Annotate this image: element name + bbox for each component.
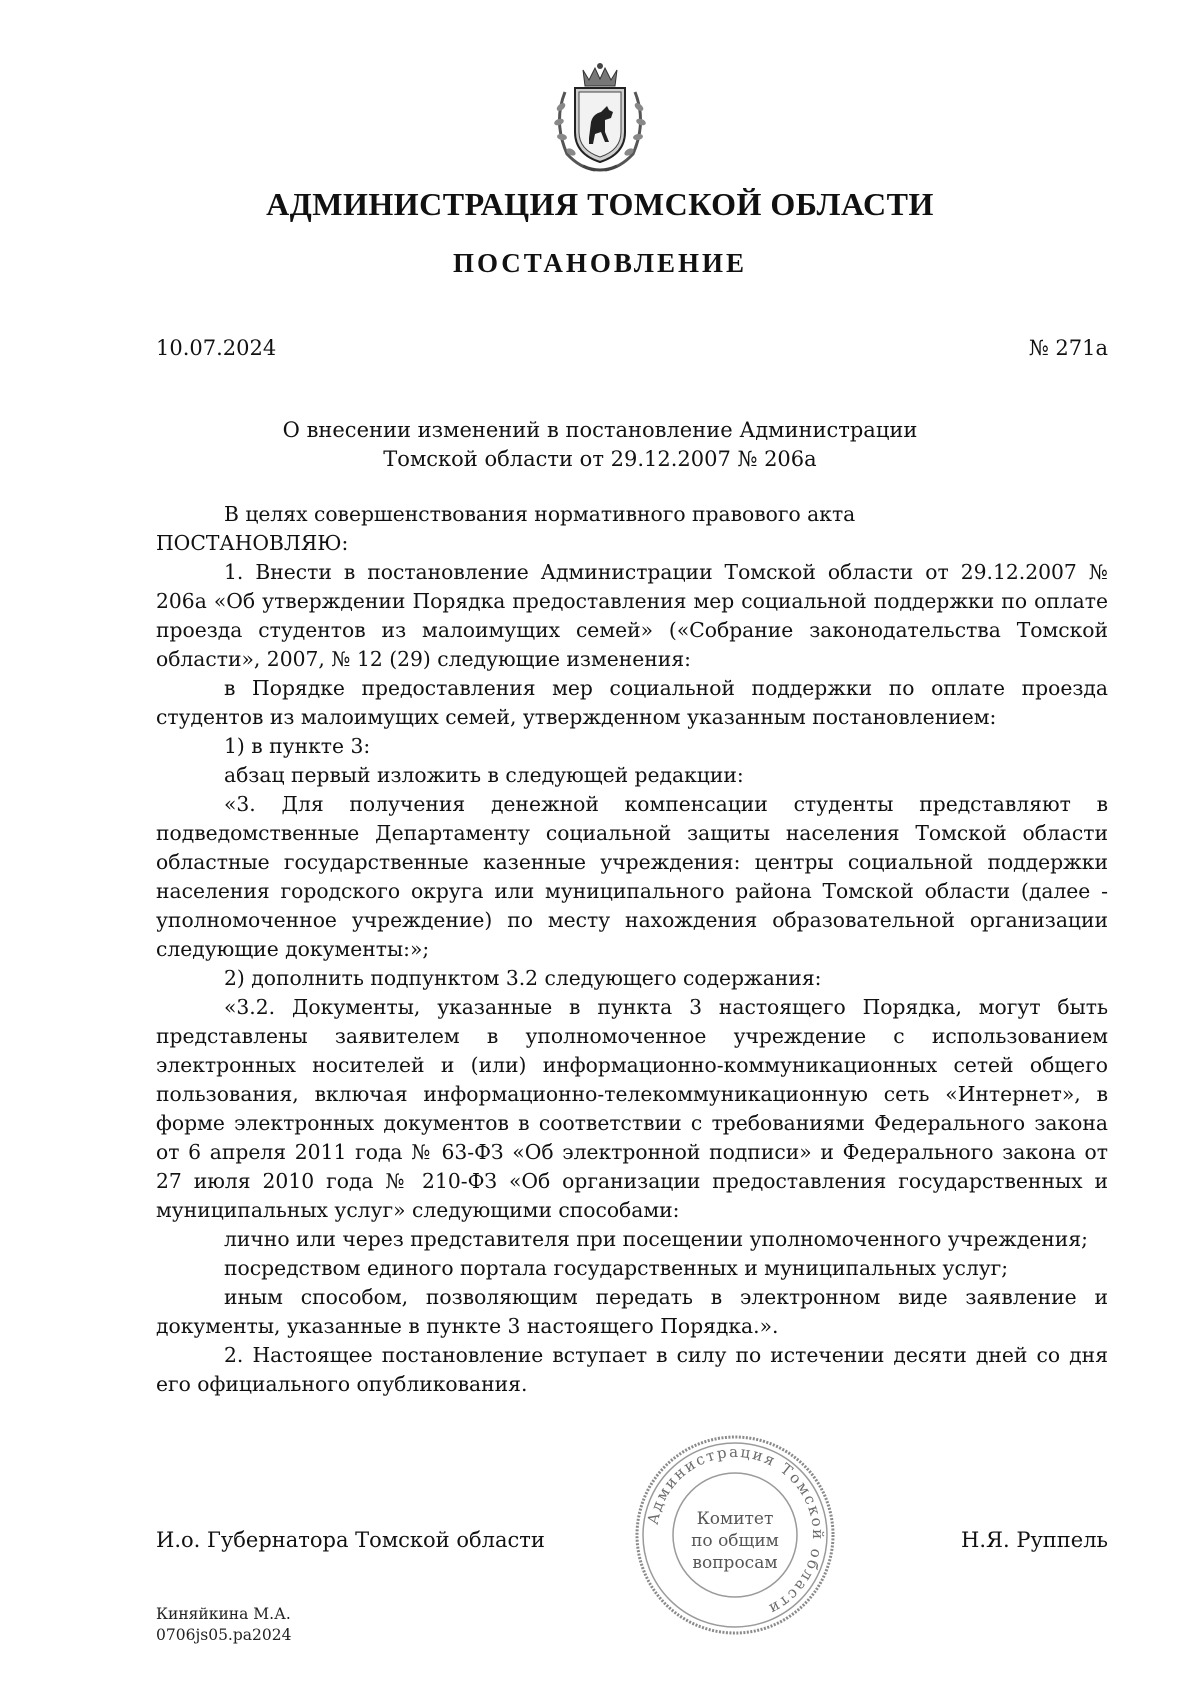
document-body xyxy=(156,500,1108,1399)
document-type-title: ПОСТАНОВЛЕНИЕ xyxy=(452,248,748,278)
body-paragraph: 1) в пункте 3: xyxy=(224,734,371,758)
executor-code: 0706js05.pa2024 xyxy=(156,1626,292,1644)
body-paragraph: 2. Настоящее постановление вступает в силу по истечении десяти дней со дня его официального опубликования. xyxy=(156,1343,1108,1396)
signatory-name: Н.Я. Руппель xyxy=(961,1528,1108,1552)
stamp-line-1: Комитет xyxy=(696,1509,774,1529)
subject-line-1: О внесении изменений в постановление Администрации xyxy=(282,418,918,442)
body-paragraph: иным способом, позволяющим передать в электронном виде заявление и документы, указанные в пункте 3 настоящего Порядка.». xyxy=(156,1285,1108,1338)
body-paragraph: 2) дополнить подпунктом 3.2 следующего содержания: xyxy=(224,966,822,990)
official-stamp xyxy=(630,1430,840,1640)
body-paragraph: 1. Внести в постановление Администрации Томской области от 29.12.2007 № 206а «Об утверждении Порядка предоставления мер социальной поддержки по оплате проезда студентов из малоимущих семей» («Собрание законодательства Томской области», 2007, № 12 (29) следующие изменения: xyxy=(156,560,1108,671)
body-paragraph: В целях совершенствования нормативного правового акта xyxy=(224,502,856,526)
signatory-role: И.о. Губернатора Томской области xyxy=(156,1528,545,1552)
executor-name: Киняйкина М.А. xyxy=(156,1605,291,1623)
executor-info xyxy=(156,1604,291,1646)
body-paragraph: «3.2. Документы, указанные в пункта 3 настоящего Порядка, могут быть представлены заявителем в уполномоченное учреждение с использованием электронных носителей и (или) информационно-коммуникационных сетей общего пользования, включая информационно-телекоммуникационную сеть «Интернет», в форме электронных документов в соответствии с требованиями Федерального закона от 6 апреля 2011 года № 63-ФЗ «Об электронной подписи» и Федерального закона от 27 июля 2010 года № 210-ФЗ «Об организации предоставления государственных и муниципальных услуг» следующими способами: xyxy=(156,995,1108,1222)
document-date: 10.07.2024 xyxy=(156,336,277,360)
document-subject xyxy=(0,416,1200,474)
document-number: № 271а xyxy=(1028,336,1108,360)
stamp-center-text xyxy=(630,1508,840,1574)
stamp-line-3: вопросам xyxy=(692,1553,778,1573)
body-paragraph: лично или через представителя при посещении уполномоченного учреждения; xyxy=(224,1227,1088,1251)
stamp-ring-text: Администрация Томской области xyxy=(643,1442,828,1620)
body-paragraph: посредством единого портала государственных и муниципальных услуг; xyxy=(224,1256,1009,1280)
body-paragraph: «3. Для получения денежной компенсации студенты представляют в подведомственные Департаменту социальной защиты населения Томской области областные государственные казенные учреждения: центры социальной поддержки населения городского округа или муниципального района Томской области (далее - уполномоченное учреждение) по месту нахождения образовательной организации следующие документы:»; xyxy=(156,792,1108,961)
organization-title: АДМИНИСТРАЦИЯ ТОМСКОЙ ОБЛАСТИ xyxy=(266,186,934,222)
body-paragraph: абзац первый изложить в следующей редакции: xyxy=(224,763,744,787)
subject-line-2: Томской области от 29.12.2007 № 206а xyxy=(383,447,817,471)
coat-of-arms-emblem xyxy=(545,62,655,177)
body-paragraph: ПОСТАНОВЛЯЮ: xyxy=(156,531,349,555)
body-paragraph: в Порядке предоставления мер социальной поддержки по оплате проезда студентов из малоимущих семей, утвержденном указанным постановлением: xyxy=(156,676,1108,729)
stamp-line-2: по общим xyxy=(691,1531,779,1551)
